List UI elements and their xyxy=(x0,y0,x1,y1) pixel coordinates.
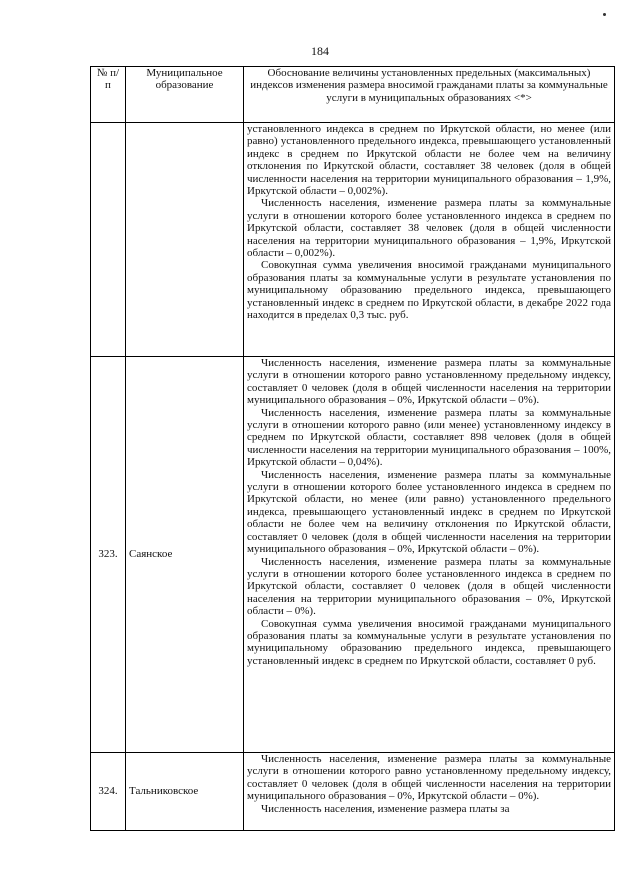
row-municipality xyxy=(126,123,244,357)
table-row xyxy=(91,357,615,753)
table-row xyxy=(91,753,615,831)
row-municipality: Саянское xyxy=(126,357,244,753)
paragraph: Численность населения, изменение размера платы за коммунальные услуги в отношении которого равно (или менее) установленному индексу в среднем по Иркутской области, составляет 898 человек (доля в общей численности населения на территории муниципального образования – 100%, Иркутской области – 0,04%). xyxy=(247,406,611,469)
paragraph: Совокупная сумма увеличения вносимой гражданами муниципального образования платы за коммунальные услуги в результате установления по муниципальному образованию предельного индекса, превышающего установленный индекс в среднем по Иркутской области, в декабре 2022 года находится в пределах 0,3 тыс. руб. xyxy=(247,259,611,322)
paragraph: Численность населения, изменение размера платы за коммунальные услуги в отношении которого равно установленному предельному индексу, составляет 0 человек (доля в общей численности населения на территории муниципального образования – 0%, Иркутской области – 0%). xyxy=(247,357,611,407)
header-justification: Обоснование величины установленных предельных (максимальных) индексов изменения размера вносимой гражданами платы за коммунальные услуги в муниципальных образованиях <*> xyxy=(244,67,615,123)
header-num: № п/п xyxy=(91,67,126,123)
row-num xyxy=(91,123,126,357)
header-municipality: Муниципальное образование xyxy=(126,67,244,123)
paragraph: установленного индекса в среднем по Иркутской области, но менее (или равно) установленного предельного индекса, превышающего установленный индекс в среднем по Иркутской области не более чем на величину отклонения по Иркутской области, составляет 38 человек (доля в общей численности населения на территории муниципального образования – 1,9%, Иркутской области – 0,002%). xyxy=(247,123,611,198)
row-justification xyxy=(244,123,615,357)
table-header-row xyxy=(91,67,615,123)
paragraph: Численность населения, изменение размера платы за коммунальные услуги в отношении которого равно установленному предельному индексу, составляет 0 человек (доля в общей численности населения на территории муниципального образования – 0%, Иркутской области – 0%). xyxy=(247,753,611,803)
paragraph: Совокупная сумма увеличения вносимой гражданами муниципального образования платы за коммунальные услуги в результате установления по муниципальному образованию предельного индекса, превышающего установленный индекс в среднем по Иркутской области, составляет 0 руб. xyxy=(247,617,611,667)
table-row xyxy=(91,123,615,357)
row-num: 323. xyxy=(91,357,126,753)
paragraph: Численность населения, изменение размера платы за коммунальные услуги в отношении которого более установленного индекса в среднем по Иркутской области, составляет 38 человек (доля в общей численности населения на территории муниципального образования – 1,9%, Иркутской области – 0,002%). xyxy=(247,197,611,260)
paragraph: Численность населения, изменение размера платы за коммунальные услуги в отношении которого более установленного индекса в среднем по Иркутской области, но менее (или равно) установленного предельного индекса, превышающего установленный индекс в среднем по Иркутской области не более чем на величину отклонения по Иркутской области, составляет 0 человек (доля в общей численности населения на территории муниципального образования – 0%, Иркутской области – 0%). xyxy=(247,468,611,556)
page-number: 184 xyxy=(311,44,329,58)
scan-speck xyxy=(603,13,606,16)
row-justification xyxy=(244,357,615,753)
row-justification xyxy=(244,753,615,831)
paragraph: Численность населения, изменение размера платы за коммунальные услуги в отношении которого более установленного индекса в среднем по Иркутской области, составляет 0 человек (доля в общей численности населения на территории муниципального образования – 0%, Иркутской области – 0%). xyxy=(247,555,611,618)
row-municipality: Тальниковское xyxy=(126,753,244,831)
row-num: 324. xyxy=(91,753,126,831)
indices-table xyxy=(90,66,615,831)
paragraph: Численность населения, изменение размера платы за xyxy=(261,802,510,815)
